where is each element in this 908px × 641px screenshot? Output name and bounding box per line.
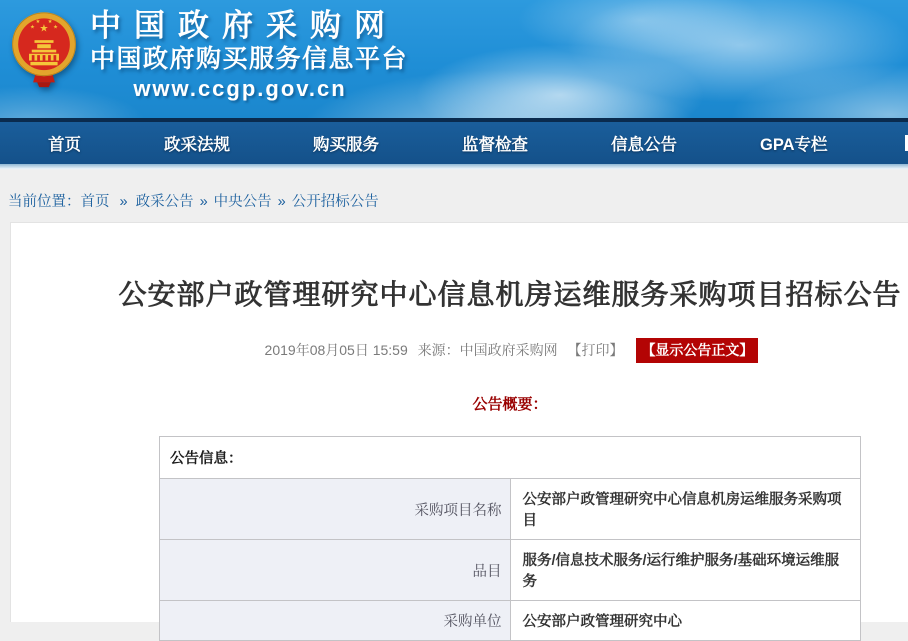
- row-value-project-name: 公安部户政管理研究中心信息机房运维服务采购项目: [510, 479, 861, 540]
- main-nav: [0, 118, 908, 170]
- breadcrumb-item-open-tender[interactable]: 公开招标公告: [291, 194, 379, 210]
- row-value-category: 服务/信息技术服务/运行维护服务/基础环境运维服务: [510, 540, 861, 601]
- nav-item-supervision[interactable]: 监督检查: [462, 136, 528, 154]
- site-header: [0, 0, 908, 118]
- site-url[interactable]: www.ccgp.gov.cn: [133, 76, 347, 102]
- svg-text:★: ★: [30, 24, 35, 31]
- article-meta-line: [11, 338, 908, 363]
- nav-item-notices[interactable]: 信息公告: [611, 136, 677, 154]
- nav-item-regulations[interactable]: 政采法规: [164, 136, 230, 154]
- article-date: 2019年08月05日 15:59: [264, 342, 408, 358]
- breadcrumb-item-announcements[interactable]: 政采公告: [135, 194, 194, 210]
- breadcrumb-separator: »: [277, 194, 286, 210]
- table-row: [160, 601, 861, 641]
- nav-item-home[interactable]: 首页: [48, 136, 81, 154]
- row-value-purchaser: 公安部户政管理研究中心: [510, 601, 861, 641]
- site-title: 中国政府采购网: [90, 8, 398, 43]
- breadcrumb-separator: »: [119, 194, 128, 210]
- site-subtitle: 中国政府购买服务信息平台: [90, 44, 409, 73]
- nav-bottom-border: [0, 164, 908, 170]
- print-button[interactable]: 【打印】: [567, 342, 624, 358]
- svg-text:★: ★: [39, 23, 49, 35]
- summary-heading: 公告概要：: [472, 396, 548, 413]
- breadcrumb-item-home[interactable]: 首页: [80, 194, 110, 210]
- svg-text:★: ★: [53, 24, 58, 31]
- china-national-emblem-icon: [10, 10, 78, 88]
- svg-text:★: ★: [47, 19, 53, 26]
- table-section-header: 公告信息：: [160, 437, 861, 479]
- row-label-project-name: 采购项目名称: [160, 479, 511, 540]
- article-panel: [10, 222, 908, 630]
- article-source: 来源：中国政府采购网: [417, 342, 558, 358]
- svg-text:★: ★: [35, 19, 41, 26]
- table-row: [160, 479, 861, 540]
- nav-item-purchase[interactable]: 购买服务: [313, 136, 379, 154]
- table-section-row: [160, 437, 861, 479]
- row-label-purchaser: 采购单位: [160, 601, 511, 641]
- breadcrumb: [0, 170, 908, 222]
- article-title: 公安部户政管理研究中心信息机房运维服务采购项目招标公告: [118, 279, 902, 310]
- announcement-summary-table: [159, 436, 861, 641]
- breadcrumb-separator: »: [199, 194, 208, 210]
- show-fulltext-button[interactable]: 【显示公告正文】: [636, 338, 758, 363]
- breadcrumb-prefix: 当前位置：: [8, 194, 81, 210]
- nav-item-gpa[interactable]: GPA专栏: [760, 136, 828, 154]
- breadcrumb-item-central[interactable]: 中央公告: [213, 194, 272, 210]
- row-label-category: 品目: [160, 540, 511, 601]
- table-row: [160, 540, 861, 601]
